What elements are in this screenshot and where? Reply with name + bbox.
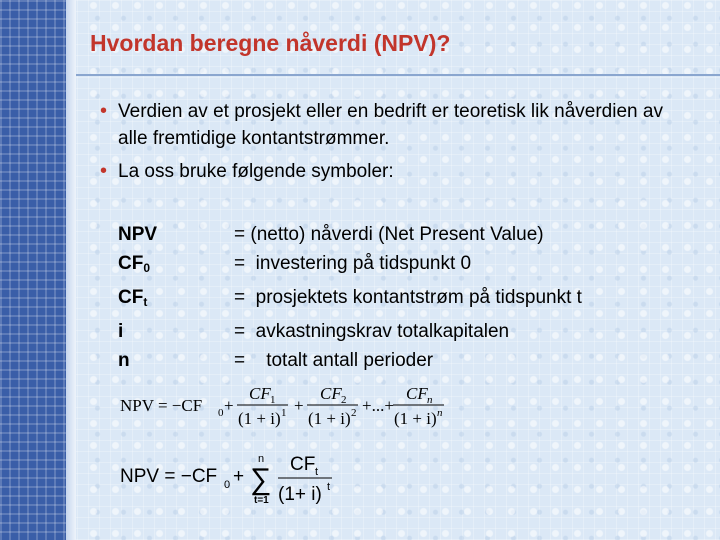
- formula-subscript: t: [315, 466, 319, 478]
- sigma-symbol: ∑: [250, 463, 272, 496]
- left-decorative-band: [0, 0, 66, 540]
- sum-upper-limit: n: [258, 453, 265, 465]
- formula-subscript: n: [427, 394, 433, 406]
- fraction-numerator: CF: [249, 384, 271, 403]
- symbol: $CF_t$: [118, 287, 148, 309]
- definition-row: [118, 220, 582, 249]
- fraction-denominator: (1 + i): [394, 409, 437, 428]
- symbol: n: [118, 350, 130, 371]
- fraction-numerator: CF: [406, 384, 428, 403]
- definition-row: [118, 283, 582, 317]
- definition-text: = prosjektets kontantstrøm på tidspunkt t: [234, 287, 582, 308]
- formula-subscript: 2: [341, 394, 347, 406]
- formula-lhs: NPV = −CF: [120, 466, 218, 487]
- bullet-list: [98, 98, 688, 191]
- slide-title: Hvordan beregne nåverdi (NPV)?: [90, 30, 451, 56]
- formula-exponent: t: [327, 481, 331, 493]
- definition-text: = (netto) nåverdi (Net Present Value): [234, 224, 544, 245]
- formula-exponent: 1: [281, 407, 287, 419]
- symbol-definitions: [118, 220, 582, 375]
- bullet-item: • La oss bruke følgende symboler:: [98, 158, 688, 185]
- definition-text: = investering på tidspunkt 0: [234, 253, 472, 274]
- definition-row: [118, 317, 582, 346]
- fraction-numerator: CF: [320, 384, 342, 403]
- definition-text: = totalt antall perioder: [234, 350, 434, 371]
- symbol: NPV: [118, 224, 158, 245]
- formula-plus: +: [294, 396, 304, 415]
- definition-row: [118, 249, 582, 283]
- npv-formula-expanded: [118, 380, 458, 436]
- formula-subscript: 0: [224, 479, 231, 491]
- formula-lhs: NPV = −CF: [120, 396, 203, 415]
- formula-plus: +: [224, 396, 234, 415]
- npv-formula-sum: [118, 448, 358, 508]
- definition-row: [118, 346, 582, 375]
- band-edge: [66, 0, 76, 540]
- title-underline: [76, 74, 720, 76]
- sum-lower-limit: t=1: [254, 495, 269, 506]
- formula-ellipsis: +...+: [362, 396, 394, 415]
- bullet-item: • Verdien av et prosjekt eller en bedrift er teoretisk lik nåverdien av alle fremtidige kontantstrømmer.: [98, 98, 688, 152]
- fraction-denominator: (1+ i): [278, 484, 322, 505]
- symbol: i: [118, 321, 124, 342]
- formula-exponent: n: [437, 407, 443, 419]
- formula-subscript: 1: [270, 394, 276, 406]
- formula-exponent: 2: [351, 407, 357, 419]
- definition-text: = avkastningskrav totalkapitalen: [234, 321, 510, 342]
- fraction-denominator: (1 + i): [308, 409, 351, 428]
- formula-subscript: 0: [218, 407, 224, 419]
- formula-plus: +: [233, 466, 245, 487]
- symbol: $CF_0$: [118, 253, 151, 275]
- fraction-numerator: CF: [290, 454, 316, 475]
- fraction-denominator: (1 + i): [238, 409, 281, 428]
